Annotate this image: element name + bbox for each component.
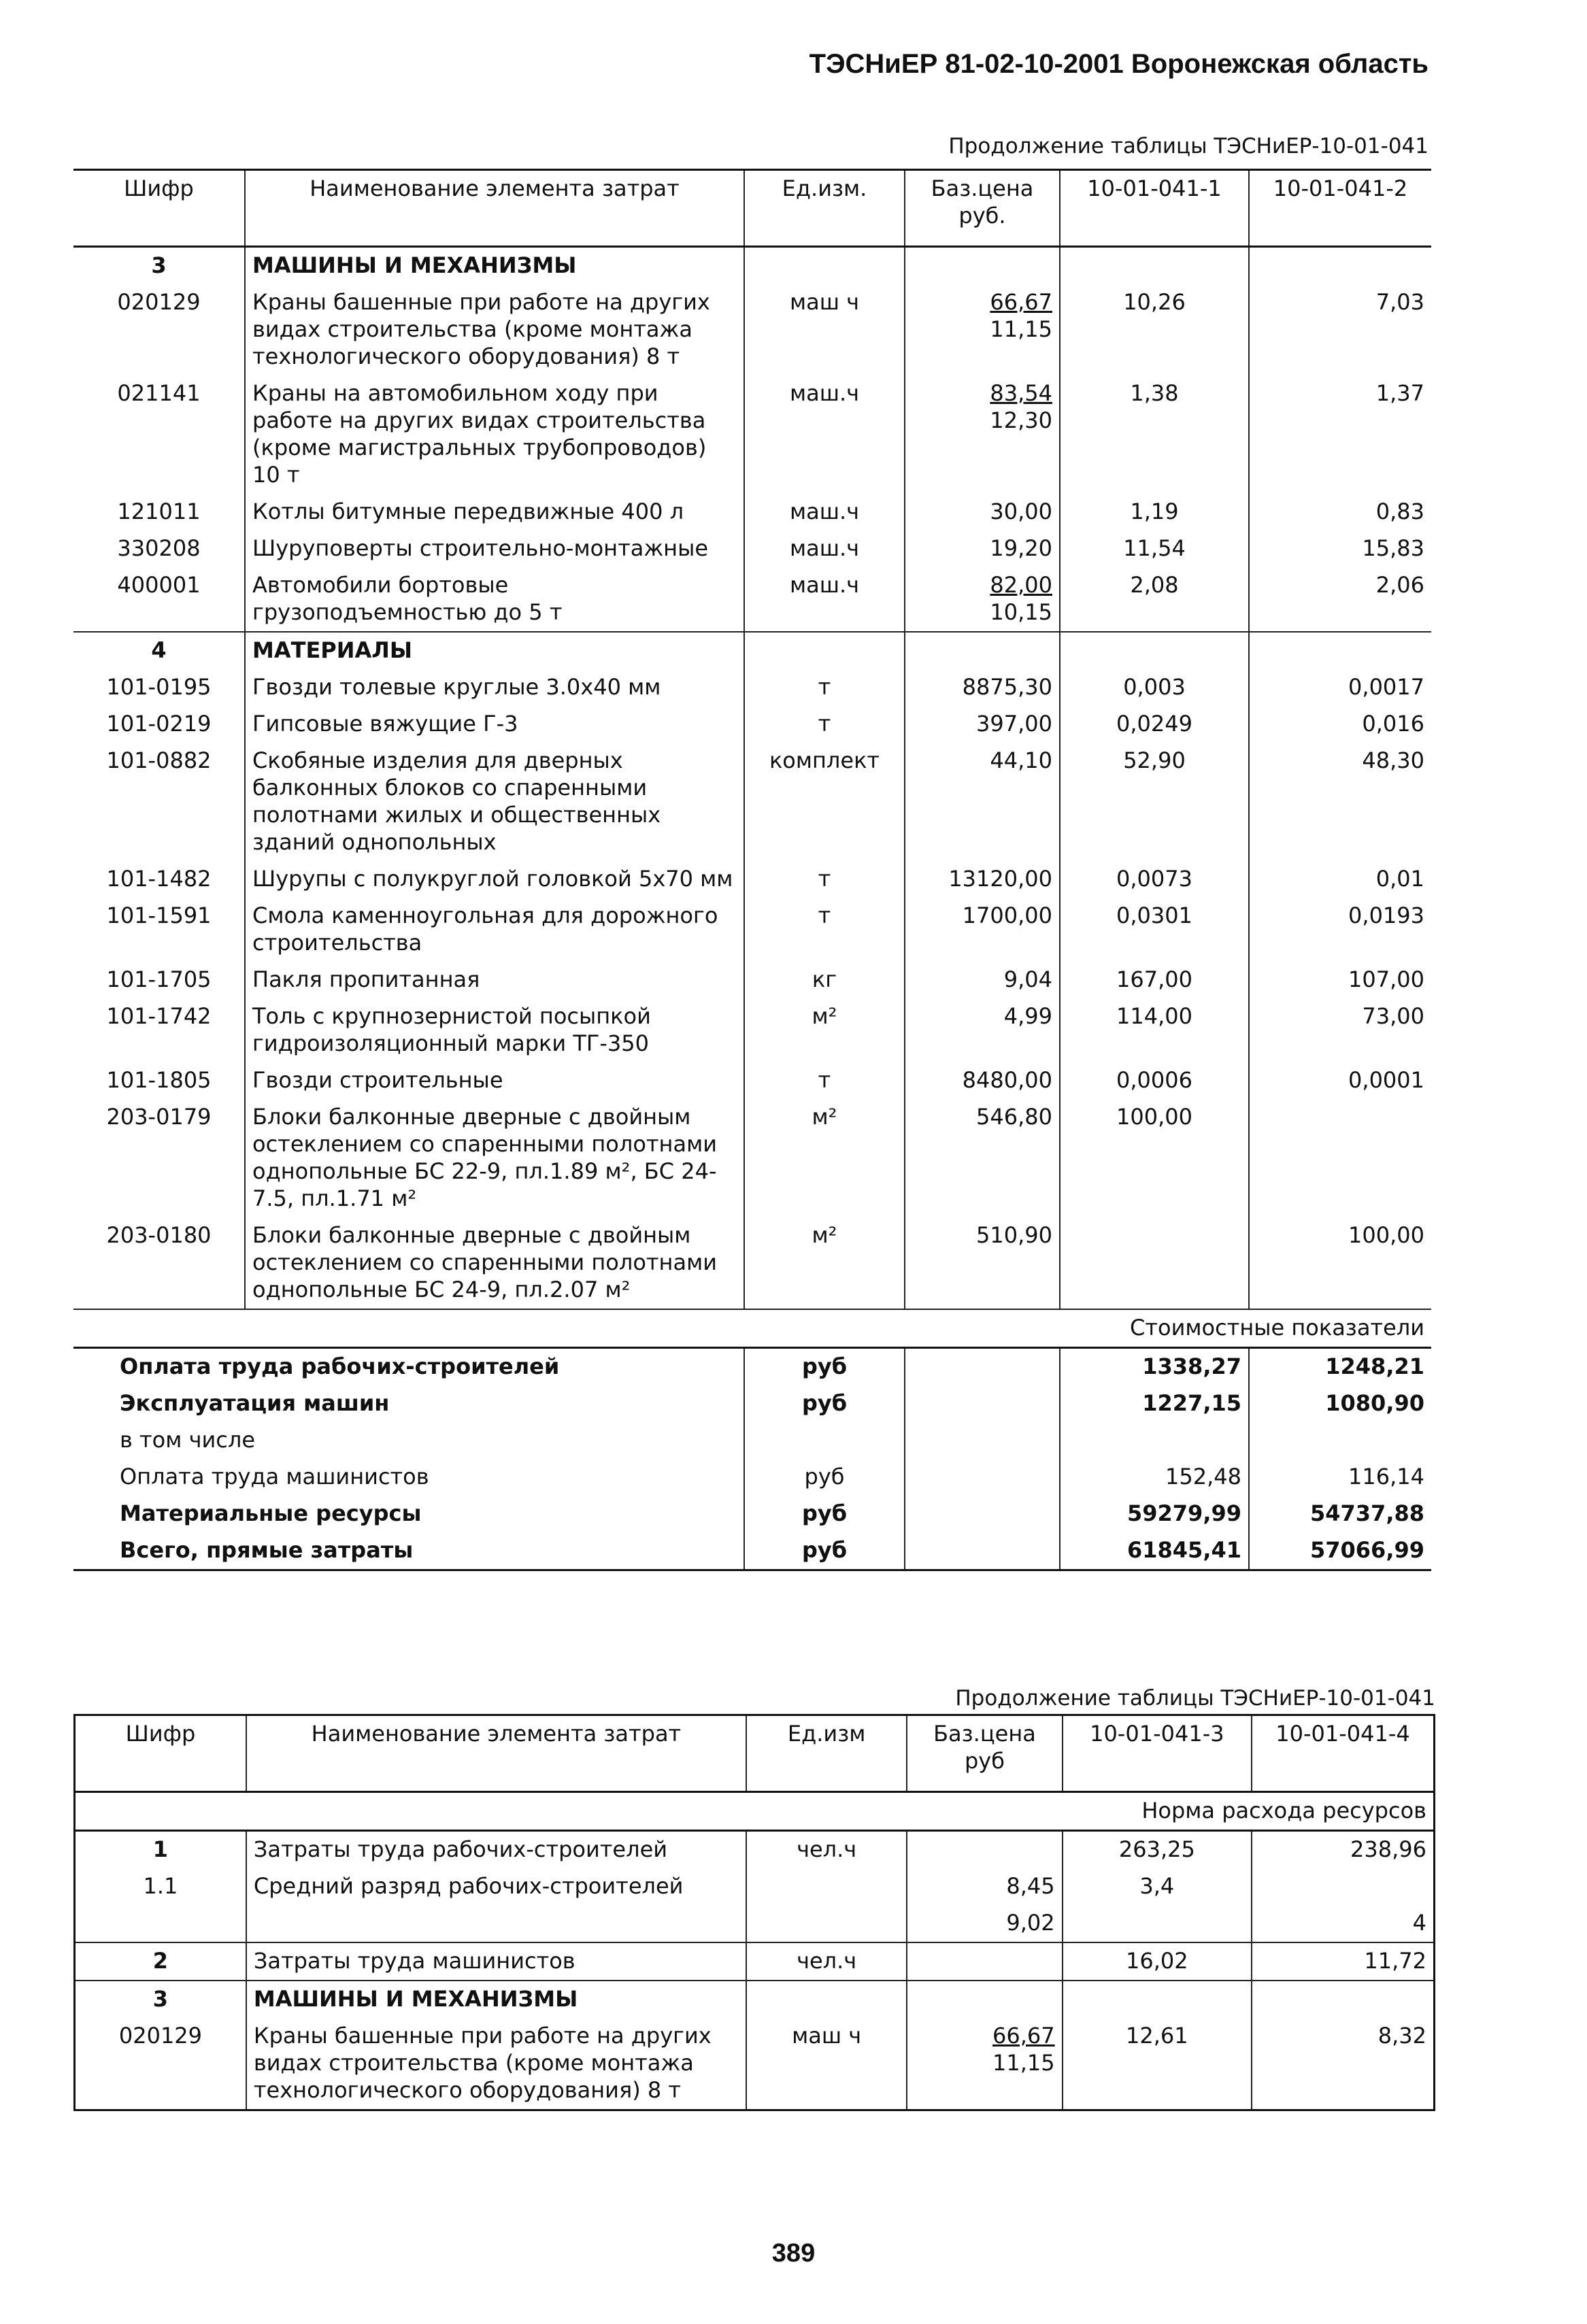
base-price-secondary: 11,15	[992, 2050, 1055, 2076]
base-price-cell	[907, 1905, 1062, 1942]
base-price-cell	[907, 1981, 1062, 2018]
empty-cell	[905, 1348, 1060, 1386]
resource-name: Шуруповерты строительно-монтажные	[245, 531, 744, 567]
section-code: 4	[73, 632, 245, 669]
base-price-cell	[907, 1868, 1062, 1905]
header-name: Наименование элемента затрат	[246, 1715, 746, 1792]
resource-table-2	[73, 1714, 1435, 2111]
base-price-cell	[905, 1062, 1060, 1099]
base-price: 66,67	[990, 289, 1052, 315]
table-row	[73, 743, 1431, 861]
value-041-2	[1249, 1099, 1431, 1217]
value-041-1: 100,00	[1060, 1099, 1249, 1217]
base-price-secondary: 12,30	[990, 407, 1052, 433]
value-041-1: 0,0249	[1060, 706, 1249, 743]
value-041-1: 114,00	[1060, 998, 1249, 1062]
resource-unit: т	[744, 861, 905, 898]
empty-cell	[1249, 247, 1431, 285]
table2-header-row	[75, 1715, 1435, 1792]
header-code: Шифр	[73, 170, 245, 247]
value-041-1: 1,19	[1060, 494, 1249, 531]
resource-code: 101-0219	[106, 711, 212, 737]
value-041-2: 0,0193	[1249, 898, 1431, 962]
resource-unit: маш.ч	[744, 375, 905, 494]
value-041-2: 73,00	[1249, 998, 1431, 1062]
resource-code: 3	[75, 1981, 246, 2018]
value-041-1: 167,00	[1060, 962, 1249, 998]
resource-unit: комплект	[744, 743, 905, 861]
table-row	[73, 1099, 1431, 1217]
resource-code: 1	[152, 1836, 169, 1862]
value-041-4	[1252, 1868, 1434, 1905]
value-041-2: 100,00	[1249, 1217, 1431, 1309]
header-col-041-1: 10-01-041-1	[1060, 170, 1249, 247]
table1-continuation-label: Продолжение таблицы ТЭСНиЕР-10-01-041	[948, 134, 1429, 158]
summary-label: Всего, прямые затраты	[120, 1537, 414, 1563]
value-041-2: 0,83	[1249, 494, 1431, 531]
resource-unit: маш ч	[744, 284, 905, 375]
summary-label: Оплата труда машинистов	[120, 1464, 429, 1489]
resource-code: 2	[75, 1942, 246, 1981]
resource-unit: чел.ч	[746, 1831, 907, 1869]
table-row	[75, 1831, 1435, 1869]
summary-unit: руб	[744, 1459, 905, 1496]
summary-label: в том числе	[120, 1427, 255, 1453]
resource-code: 203-0179	[106, 1104, 212, 1130]
base-price-cell	[905, 531, 1060, 567]
empty-cell	[905, 1532, 1060, 1570]
resource-unit: маш.ч	[744, 531, 905, 567]
resource-unit: чел.ч	[746, 1942, 907, 1981]
summary-value-041-2: 116,14	[1249, 1459, 1431, 1496]
page-number: 389	[771, 2239, 816, 2268]
base-price-cell	[907, 1831, 1062, 1869]
table-row	[73, 861, 1431, 898]
section-row	[73, 247, 1431, 285]
resource-code: 1.1	[143, 1873, 178, 1899]
base-price: 19,20	[990, 535, 1052, 561]
empty-cell	[905, 632, 1060, 669]
value-041-2: 0,0001	[1249, 1062, 1431, 1099]
value-041-2: 107,00	[1249, 962, 1431, 998]
summary-value-041-2: 1080,90	[1249, 1385, 1431, 1422]
value-041-4	[1252, 1981, 1434, 2018]
cost-indicators-caption: Стоимостные показатели	[73, 1309, 1431, 1348]
header-base-price: Баз.цена руб	[907, 1715, 1062, 1792]
resource-code: 203-0180	[106, 1222, 212, 1248]
resource-code: 101-1482	[106, 866, 212, 892]
resource-code: 101-1591	[106, 903, 212, 928]
summary-row	[73, 1532, 1431, 1570]
value-041-3	[1063, 1905, 1252, 1942]
resource-name: Смола каменноугольная для дорожного строительства	[245, 898, 744, 962]
value-041-1: 2,08	[1060, 567, 1249, 632]
value-041-3: 12,61	[1063, 2018, 1252, 2110]
table-row	[73, 962, 1431, 998]
resource-unit: т	[744, 898, 905, 962]
base-price-cell	[905, 861, 1060, 898]
base-price: 546,80	[976, 1104, 1052, 1130]
resource-unit: кг	[744, 962, 905, 998]
empty-cell	[1060, 247, 1249, 285]
table-row	[73, 1217, 1431, 1309]
resource-code: 101-1705	[106, 966, 212, 992]
base-price-cell	[905, 1099, 1060, 1217]
resource-name: Гвозди толевые круглые 3.0х40 мм	[245, 669, 744, 706]
resource-code: 400001	[117, 572, 201, 598]
resource-name	[246, 1905, 746, 1942]
resource-unit	[746, 1981, 907, 2018]
value-041-1: 1,38	[1060, 375, 1249, 494]
summary-row	[73, 1385, 1431, 1422]
value-041-3: 3,4	[1063, 1868, 1252, 1905]
value-041-2: 48,30	[1249, 743, 1431, 861]
value-041-4: 238,96	[1252, 1831, 1434, 1869]
summary-value-041-2: 57066,99	[1249, 1532, 1431, 1570]
resource-code: 020129	[118, 2023, 203, 2049]
resource-unit: маш.ч	[744, 494, 905, 531]
summary-unit: руб	[744, 1348, 905, 1386]
resource-code: 101-1805	[106, 1067, 212, 1093]
value-041-2: 0,016	[1249, 706, 1431, 743]
value-041-1: 11,54	[1060, 531, 1249, 567]
norm-caption-row	[75, 1792, 1435, 1831]
resource-code: 101-0195	[106, 674, 212, 700]
value-041-2: 7,03	[1249, 284, 1431, 375]
table2-continuation-label: Продолжение таблицы ТЭСНиЕР-10-01-041	[955, 1686, 1435, 1711]
table-row	[75, 1942, 1435, 1981]
empty-cell	[1060, 632, 1249, 669]
section-title: МАШИНЫ И МЕХАНИЗМЫ	[245, 247, 744, 285]
value-041-4: 11,72	[1252, 1942, 1434, 1981]
base-price: 4,99	[1003, 1003, 1052, 1029]
base-price: 8480,00	[962, 1067, 1052, 1093]
value-041-3: 16,02	[1063, 1942, 1252, 1981]
value-041-1: 0,0073	[1060, 861, 1249, 898]
table-row	[73, 706, 1431, 743]
base-price-cell	[905, 743, 1060, 861]
resource-unit: т	[744, 706, 905, 743]
resource-unit: м²	[744, 998, 905, 1062]
header-unit: Ед.изм.	[744, 170, 905, 247]
base-price: 9,02	[1006, 1910, 1055, 1936]
base-price-cell	[905, 494, 1060, 531]
base-price-cell	[905, 375, 1060, 494]
summary-unit	[744, 1422, 905, 1459]
resource-unit: т	[744, 1062, 905, 1099]
summary-value-041-1: 1227,15	[1060, 1385, 1249, 1422]
resource-name: Краны башенные при работе на других видах строительства (кроме монтажа технологического оборудования) 8 т	[246, 2018, 746, 2110]
header-col-041-3: 10-01-041-3	[1063, 1715, 1252, 1792]
base-price: 83,54	[990, 380, 1052, 406]
table-row	[73, 669, 1431, 706]
value-041-4: 8,32	[1252, 2018, 1434, 2110]
resource-unit: маш ч	[746, 2018, 907, 2110]
header-base-price: Баз.цена руб.	[905, 170, 1060, 247]
resource-name: МАШИНЫ И МЕХАНИЗМЫ	[246, 1981, 746, 2018]
value-041-2: 0,01	[1249, 861, 1431, 898]
base-price: 66,67	[992, 2023, 1055, 2049]
table-row	[73, 284, 1431, 375]
resource-table-1	[73, 169, 1431, 1571]
resource-name: Пакля пропитанная	[245, 962, 744, 998]
base-price: 510,90	[976, 1222, 1052, 1248]
table-row	[75, 1868, 1435, 1905]
empty-cell	[744, 632, 905, 669]
base-price-cell	[905, 962, 1060, 998]
summary-unit: руб	[744, 1385, 905, 1422]
table1-header-row	[73, 170, 1431, 247]
base-price-cell	[905, 706, 1060, 743]
base-price-cell	[905, 898, 1060, 962]
resource-name: Автомобили бортовые грузоподъемностью до 5 т	[245, 567, 744, 632]
table-row	[73, 898, 1431, 962]
base-price-cell	[905, 669, 1060, 706]
resource-code: 330208	[117, 535, 201, 561]
base-price: 8,45	[1006, 1873, 1055, 1899]
resource-code: 021141	[117, 380, 201, 406]
value-041-1: 0,0006	[1060, 1062, 1249, 1099]
summary-row	[73, 1348, 1431, 1386]
empty-cell	[1249, 632, 1431, 669]
summary-value-041-1: 59279,99	[1060, 1496, 1249, 1532]
table-row	[73, 567, 1431, 632]
empty-cell	[744, 247, 905, 285]
summary-value-041-1: 61845,41	[1060, 1532, 1249, 1570]
table-row	[73, 1062, 1431, 1099]
base-price-cell	[907, 2018, 1062, 2110]
base-price-secondary: 10,15	[990, 599, 1052, 625]
value-041-3: 263,25	[1063, 1831, 1252, 1869]
resource-unit: м²	[744, 1099, 905, 1217]
resource-code: 121011	[117, 499, 201, 524]
header-col-041-4: 10-01-041-4	[1252, 1715, 1434, 1792]
resource-name: Краны башенные при работе на других видах строительства (кроме монтажа технологического оборудования) 8 т	[245, 284, 744, 375]
summary-label: Оплата труда рабочих-строителей	[120, 1353, 560, 1379]
base-price-cell	[905, 284, 1060, 375]
empty-cell	[905, 247, 1060, 285]
resource-name: Затраты труда рабочих-строителей	[246, 1831, 746, 1869]
value-041-1: 0,003	[1060, 669, 1249, 706]
resource-name: Средний разряд рабочих-строителей	[246, 1868, 746, 1905]
value-041-4: 4	[1252, 1905, 1434, 1942]
resource-code: 101-0882	[106, 747, 212, 773]
base-price-cell	[905, 567, 1060, 632]
resource-name: Гипсовые вяжущие Г-3	[245, 706, 744, 743]
table-row	[75, 2018, 1435, 2110]
base-price-secondary: 11,15	[990, 316, 1052, 342]
base-price: 30,00	[990, 499, 1052, 524]
base-price: 8875,30	[962, 674, 1052, 700]
resource-name: Котлы битумные передвижные 400 л	[245, 494, 744, 531]
empty-cell	[905, 1496, 1060, 1532]
summary-value-041-2: 1248,21	[1249, 1348, 1431, 1386]
value-041-1	[1060, 1217, 1249, 1309]
resource-name: Шурупы с полукруглой головкой 5х70 мм	[245, 861, 744, 898]
summary-value-041-1: 1338,27	[1060, 1348, 1249, 1386]
resource-name: Скобяные изделия для дверных балконных блоков со спаренными полотнами жилых и общественных зданий однопольных	[245, 743, 744, 861]
base-price-cell	[905, 998, 1060, 1062]
resource-norm-caption: Норма расхода ресурсов	[75, 1792, 1435, 1831]
cost-caption-row	[73, 1309, 1431, 1348]
resource-code: 020129	[117, 289, 201, 315]
value-041-2: 15,83	[1249, 531, 1431, 567]
header-code: Шифр	[75, 1715, 246, 1792]
resource-unit: маш.ч	[744, 567, 905, 632]
resource-name: Блоки балконные дверные с двойным остеклением со спаренными полотнами однопольные БС 24-9, пл.2.07 м²	[245, 1217, 744, 1309]
summary-value-041-2	[1249, 1422, 1431, 1459]
section-row	[73, 632, 1431, 669]
header-unit: Ед.изм	[746, 1715, 907, 1792]
base-price-cell	[905, 1217, 1060, 1309]
value-041-1: 10,26	[1060, 284, 1249, 375]
base-price: 397,00	[976, 711, 1052, 737]
resource-unit: м²	[744, 1217, 905, 1309]
summary-value-041-1	[1060, 1422, 1249, 1459]
resource-name: Толь с крупнозернистой посыпкой гидроизоляционный марки ТГ-350	[245, 998, 744, 1062]
table-row	[73, 375, 1431, 494]
summary-row	[73, 1422, 1431, 1459]
summary-unit: руб	[744, 1496, 905, 1532]
resource-name: Краны на автомобильном ходу при работе на других видах строительства (кроме магистральных трубопроводов) 10 т	[245, 375, 744, 494]
resource-name: Затраты труда машинистов	[246, 1942, 746, 1981]
summary-value-041-2: 54737,88	[1249, 1496, 1431, 1532]
table-row	[73, 531, 1431, 567]
base-price: 82,00	[990, 572, 1052, 598]
summary-value-041-1: 152,48	[1060, 1459, 1249, 1496]
table-row	[75, 1905, 1435, 1942]
summary-label: Материальные ресурсы	[120, 1500, 422, 1526]
resource-unit	[746, 1905, 907, 1942]
resource-code: 101-1742	[106, 1003, 212, 1029]
empty-cell	[905, 1459, 1060, 1496]
resource-unit	[746, 1868, 907, 1905]
table-row	[75, 1981, 1435, 2018]
table-row	[73, 494, 1431, 531]
resource-name: Гвозди строительные	[245, 1062, 744, 1099]
base-price-cell	[907, 1942, 1062, 1981]
header-name: Наименование элемента затрат	[245, 170, 744, 247]
empty-cell	[905, 1385, 1060, 1422]
summary-row	[73, 1459, 1431, 1496]
value-041-1: 52,90	[1060, 743, 1249, 861]
section-code: 3	[151, 252, 167, 278]
base-price: 44,10	[990, 747, 1052, 773]
base-price: 1700,00	[962, 903, 1052, 928]
table-row	[73, 998, 1431, 1062]
summary-label: Эксплуатация машин	[120, 1390, 390, 1416]
value-041-2: 2,06	[1249, 567, 1431, 632]
resource-unit: т	[744, 669, 905, 706]
resource-name: Блоки балконные дверные с двойным остеклением со спаренными полотнами однопольные БС 22-9, пл.1.89 м², БС 24-7.5, пл.1.71 м²	[245, 1099, 744, 1217]
section-title: МАТЕРИАЛЫ	[245, 632, 744, 669]
value-041-1: 0,0301	[1060, 898, 1249, 962]
base-price: 13120,00	[948, 866, 1052, 892]
value-041-2: 0,0017	[1249, 669, 1431, 706]
summary-unit: руб	[744, 1532, 905, 1570]
empty-cell	[905, 1422, 1060, 1459]
value-041-3	[1063, 1981, 1252, 2018]
summary-row	[73, 1496, 1431, 1532]
base-price: 9,04	[1003, 966, 1052, 992]
value-041-2: 1,37	[1249, 375, 1431, 494]
resource-code	[75, 1905, 246, 1942]
document-header-title: ТЭСНиЕР 81-02-10-2001 Воронежская область	[809, 49, 1429, 79]
header-col-041-2: 10-01-041-2	[1249, 170, 1431, 247]
